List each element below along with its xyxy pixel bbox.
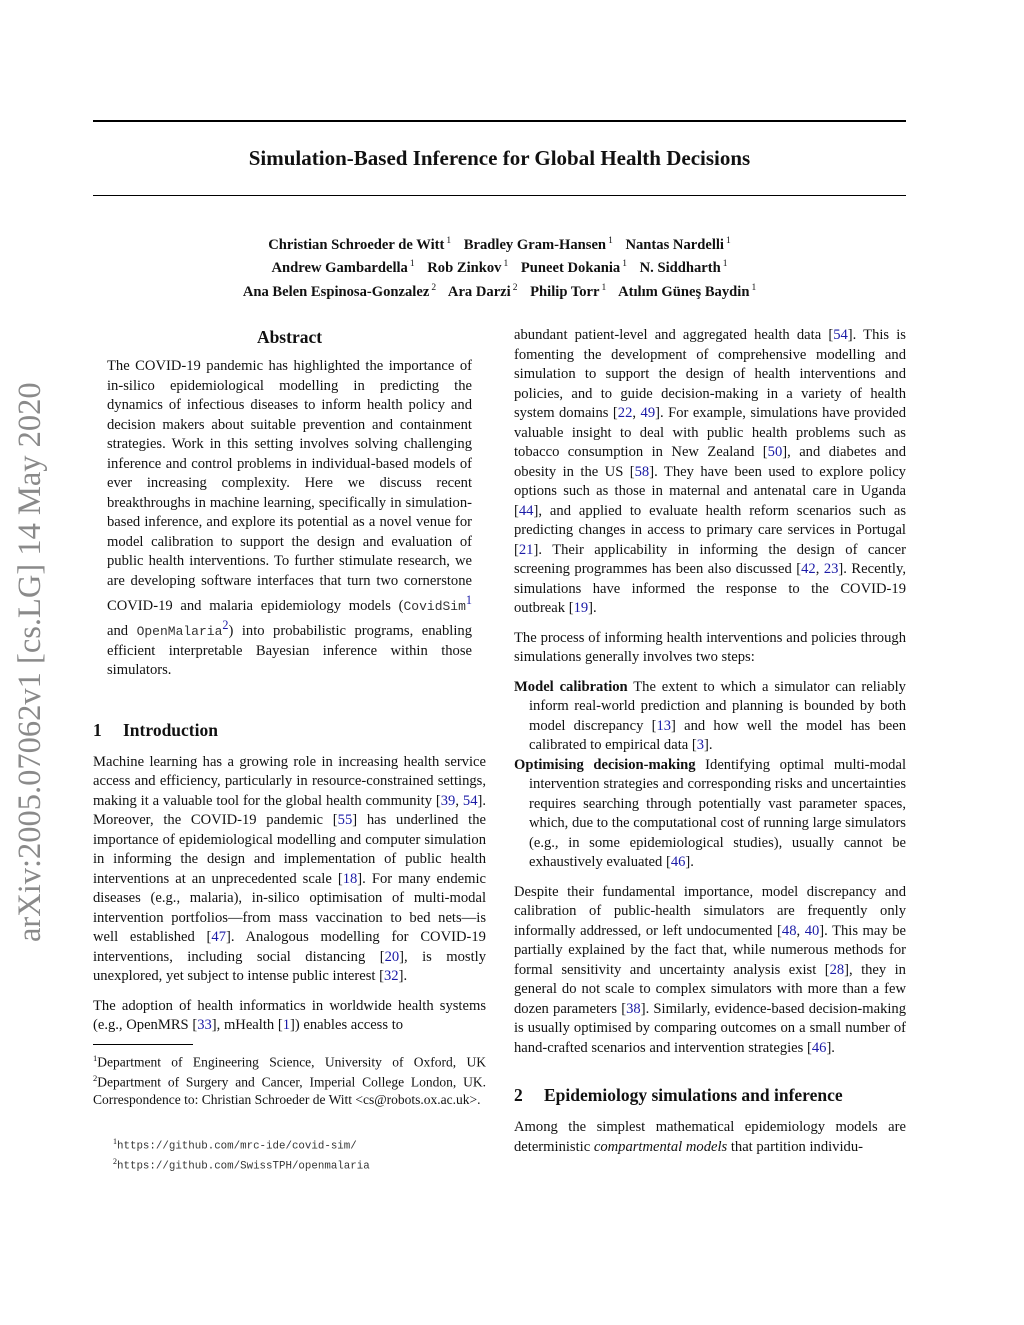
definition-term: Model calibration bbox=[514, 678, 628, 695]
author: N. Siddharth $^1$ bbox=[639, 259, 728, 277]
abstract-heading: Abstract bbox=[256, 327, 323, 347]
citation-link[interactable]: 38 bbox=[626, 1000, 641, 1017]
section-heading-introduction: 1 Introduction bbox=[93, 719, 218, 740]
citation-link[interactable]: 23 bbox=[823, 561, 839, 577]
citation-link[interactable]: 42 bbox=[801, 561, 816, 577]
author: Andrew Gambardella $^1$ bbox=[271, 259, 415, 277]
citation-link[interactable]: 20 bbox=[384, 948, 400, 965]
citation-link[interactable]: 46 bbox=[811, 1039, 827, 1056]
footnote-rule bbox=[93, 1044, 193, 1045]
author: Rob Zinkov $^1$ bbox=[427, 259, 509, 277]
citation-link[interactable]: 47 bbox=[211, 929, 227, 946]
top-rule bbox=[93, 120, 906, 122]
citation-link[interactable]: 32 bbox=[383, 968, 399, 985]
author: Atılım Güneş Baydin $^1$ bbox=[618, 282, 757, 300]
author: Philip Torr $^1$ bbox=[530, 282, 607, 300]
code-covidsim: CovidSim bbox=[403, 598, 466, 614]
citation-link[interactable]: 13 bbox=[656, 717, 672, 734]
intro-paragraph: Machine learning has a growing role in increasing health service access and efficiency, particularly in resource-constrained settings, making it a valuable tool for the global health community [39, 54]. Moreover, the COVID-19 pandemic [55] has underlined the importance of epidemiological modelling and computer simulation in informing the design and implementation of public health interventions at an unprecedented scale [18]. For many endemic diseases (e.g., malaria), in-silico optimisation of multi-modal intervention portfolios—from mass vaccination to bed nets—is well established [47]. Analogous modelling for COVID-19 interventions, including social distancing [20], is mostly unexplored, yet subject to intense public interest [32]. bbox=[93, 753, 487, 985]
url-footnote[interactable]: $^2$https://github.com/SwissTPH/openmalaria bbox=[113, 1157, 370, 1173]
left-column bbox=[93, 326, 486, 1175]
paper-title: Simulation-Based Inference for Global Health Decisions bbox=[248, 146, 751, 170]
url-footnotes bbox=[113, 1134, 486, 1175]
citation-link[interactable]: 46 bbox=[670, 854, 686, 870]
affiliation-footnote: $^1$Department of Engineering Science, University of Oxford, UK $^2$Department of Surgery and Cancer, Imperial College London, UK. Correspondence to: Christian Schroeder de Witt <cs@robots.ox.ac.uk>. bbox=[93, 1052, 486, 1107]
code-openmalaria: OpenMalaria bbox=[136, 624, 223, 640]
citation-link[interactable]: 33 bbox=[197, 1017, 212, 1034]
citation-link[interactable]: 49 bbox=[640, 405, 656, 421]
citation-link[interactable]: 39 bbox=[440, 792, 456, 809]
author: Puneet Dokania $^1$ bbox=[520, 259, 627, 277]
author: Ana Belen Espinosa-Gonzalez $^2$ bbox=[242, 282, 437, 300]
citation-link[interactable]: 50 bbox=[767, 444, 783, 460]
right-column bbox=[514, 326, 906, 1157]
definition-item: Model calibration The extent to which a simulator can reliably inform real-world prediction and planning is bounded by both model discrepancy [13] and how well the model has been calibrated to empirical data [3]. bbox=[514, 678, 906, 753]
author: Christian Schroeder de Witt $^1$ bbox=[268, 236, 452, 253]
citation-link[interactable]: 55 bbox=[337, 812, 353, 829]
author-list bbox=[93, 232, 906, 302]
title-bottom-rule bbox=[93, 195, 906, 196]
section-heading-epidemiology: 2 Epidemiology simulations and inference bbox=[514, 1085, 843, 1105]
citation-link[interactable]: 54 bbox=[462, 792, 478, 809]
author: Nantas Nardelli $^1$ bbox=[625, 236, 731, 253]
footnote-marker[interactable]: 2 bbox=[222, 618, 229, 633]
body-paragraph: abundant patient-level and aggregated health data [54]. This is fomenting the development of comprehensive modelling and simulation to support the design of health interventions and policies, and to guide decision-making in a variety of health system domains [22, 49]. For example, simulations have provided valuable insight to deal with public health problems such as tobacco consumption in New Zealand [50], and diabetes and obesity in the US [58]. They have been used to explore policy options such as those in maternal and antenatal care in Uganda [44], and applied to evaluate health reform scenarios such as predicting changes in access to primary care services in Portugal [21]. Their applicability in informing the design of cancer screening programmes has been also discussed [42, 23]. Recently, simulations have informed the response to the COVID-19 outbreak [19]. bbox=[514, 327, 907, 616]
author: Bradley Gram-Hansen $^1$ bbox=[463, 236, 613, 253]
arxiv-identifier-stamp: arXiv:2005.07062v1 [cs.LG] 14 May 2020 bbox=[12, 382, 48, 942]
definition-item: Optimising decision-making Identifying optimal multi-modal intervention strategies and corresponding risks and uncertainties requires searching through potentially vast parameter spaces, which, due to the computational cost of running large simulators (e.g., in some epidemiological studies), usually cannot be exhaustively evaluated [46]. bbox=[514, 756, 907, 870]
url-footnote[interactable]: $^1$https://github.com/mrc-ide/covid-sim/ bbox=[113, 1136, 357, 1153]
citation-link[interactable]: 54 bbox=[833, 327, 848, 343]
citation-link[interactable]: 19 bbox=[573, 600, 589, 616]
citation-link[interactable]: 21 bbox=[518, 541, 534, 558]
citation-link[interactable]: 58 bbox=[634, 463, 650, 480]
body-paragraph: The process of informing health interventions and policies through simulations generally involves two steps: bbox=[514, 629, 906, 665]
author: Ara Darzi $^2$ bbox=[447, 282, 518, 300]
definition-term: Optimising decision-making bbox=[514, 756, 696, 773]
footnote-marker[interactable]: 1 bbox=[465, 593, 472, 607]
citation-link[interactable]: 3 bbox=[696, 737, 705, 753]
citation-link[interactable]: 28 bbox=[829, 961, 845, 978]
citation-link[interactable]: 44 bbox=[518, 502, 534, 519]
citation-link[interactable]: 1 bbox=[282, 1017, 290, 1034]
abstract-text: The COVID-19 pandemic has highlighted the importance of in-silico epidemiological modelling in predicting the dynamics of infectious diseases to inform health policy and decision makers about suitable prevention and containment strategies. Work in this setting involves solving challenging inference and control problems in individual-based models of ever increasing complexity. Here we discuss recent breakthroughs in machine learning, specifically in simulation-based inference, and explore its potential as a novel venue for model calibration to support the design and evaluation of public health interventions. To further stimulate research, we are developing software interfaces that turn two cornerstone COVID-19 and malaria epidemiology models (CovidSim$^1$ and OpenMalaria$^2$) into probabilistic programs, enabling efficient interpretable Bayesian inference within those simulators. bbox=[107, 358, 472, 679]
citation-link[interactable]: 18 bbox=[342, 870, 358, 887]
citation-link[interactable]: 48 bbox=[781, 922, 797, 939]
intro-paragraph: The adoption of health informatics in worldwide health systems (e.g., OpenMRS [33], mHealth [1]) enables access to bbox=[93, 997, 486, 1034]
body-paragraph: Among the simplest mathematical epidemiology models are deterministic compartmental models that partition individu- bbox=[514, 1119, 906, 1155]
body-paragraph: Despite their fundamental importance, model discrepancy and calibration of public-health simulators are frequently only informally addressed, or left undocumented [48, 40]. This may be partially explained by the fact that, while numerous methods for formal sensitivity and uncertainty analysis exist [28], they in general do not scale to complex simulators with more than a few dozen parameters [38]. Similarly, evidence-based decision-making is usually optimised by comparing outcomes on a small number of hand-crafted scenarios and intervention strategies [46]. bbox=[514, 883, 907, 1056]
citation-link[interactable]: 22 bbox=[617, 405, 633, 421]
definition-list bbox=[514, 678, 906, 873]
citation-link[interactable]: 40 bbox=[804, 922, 820, 939]
